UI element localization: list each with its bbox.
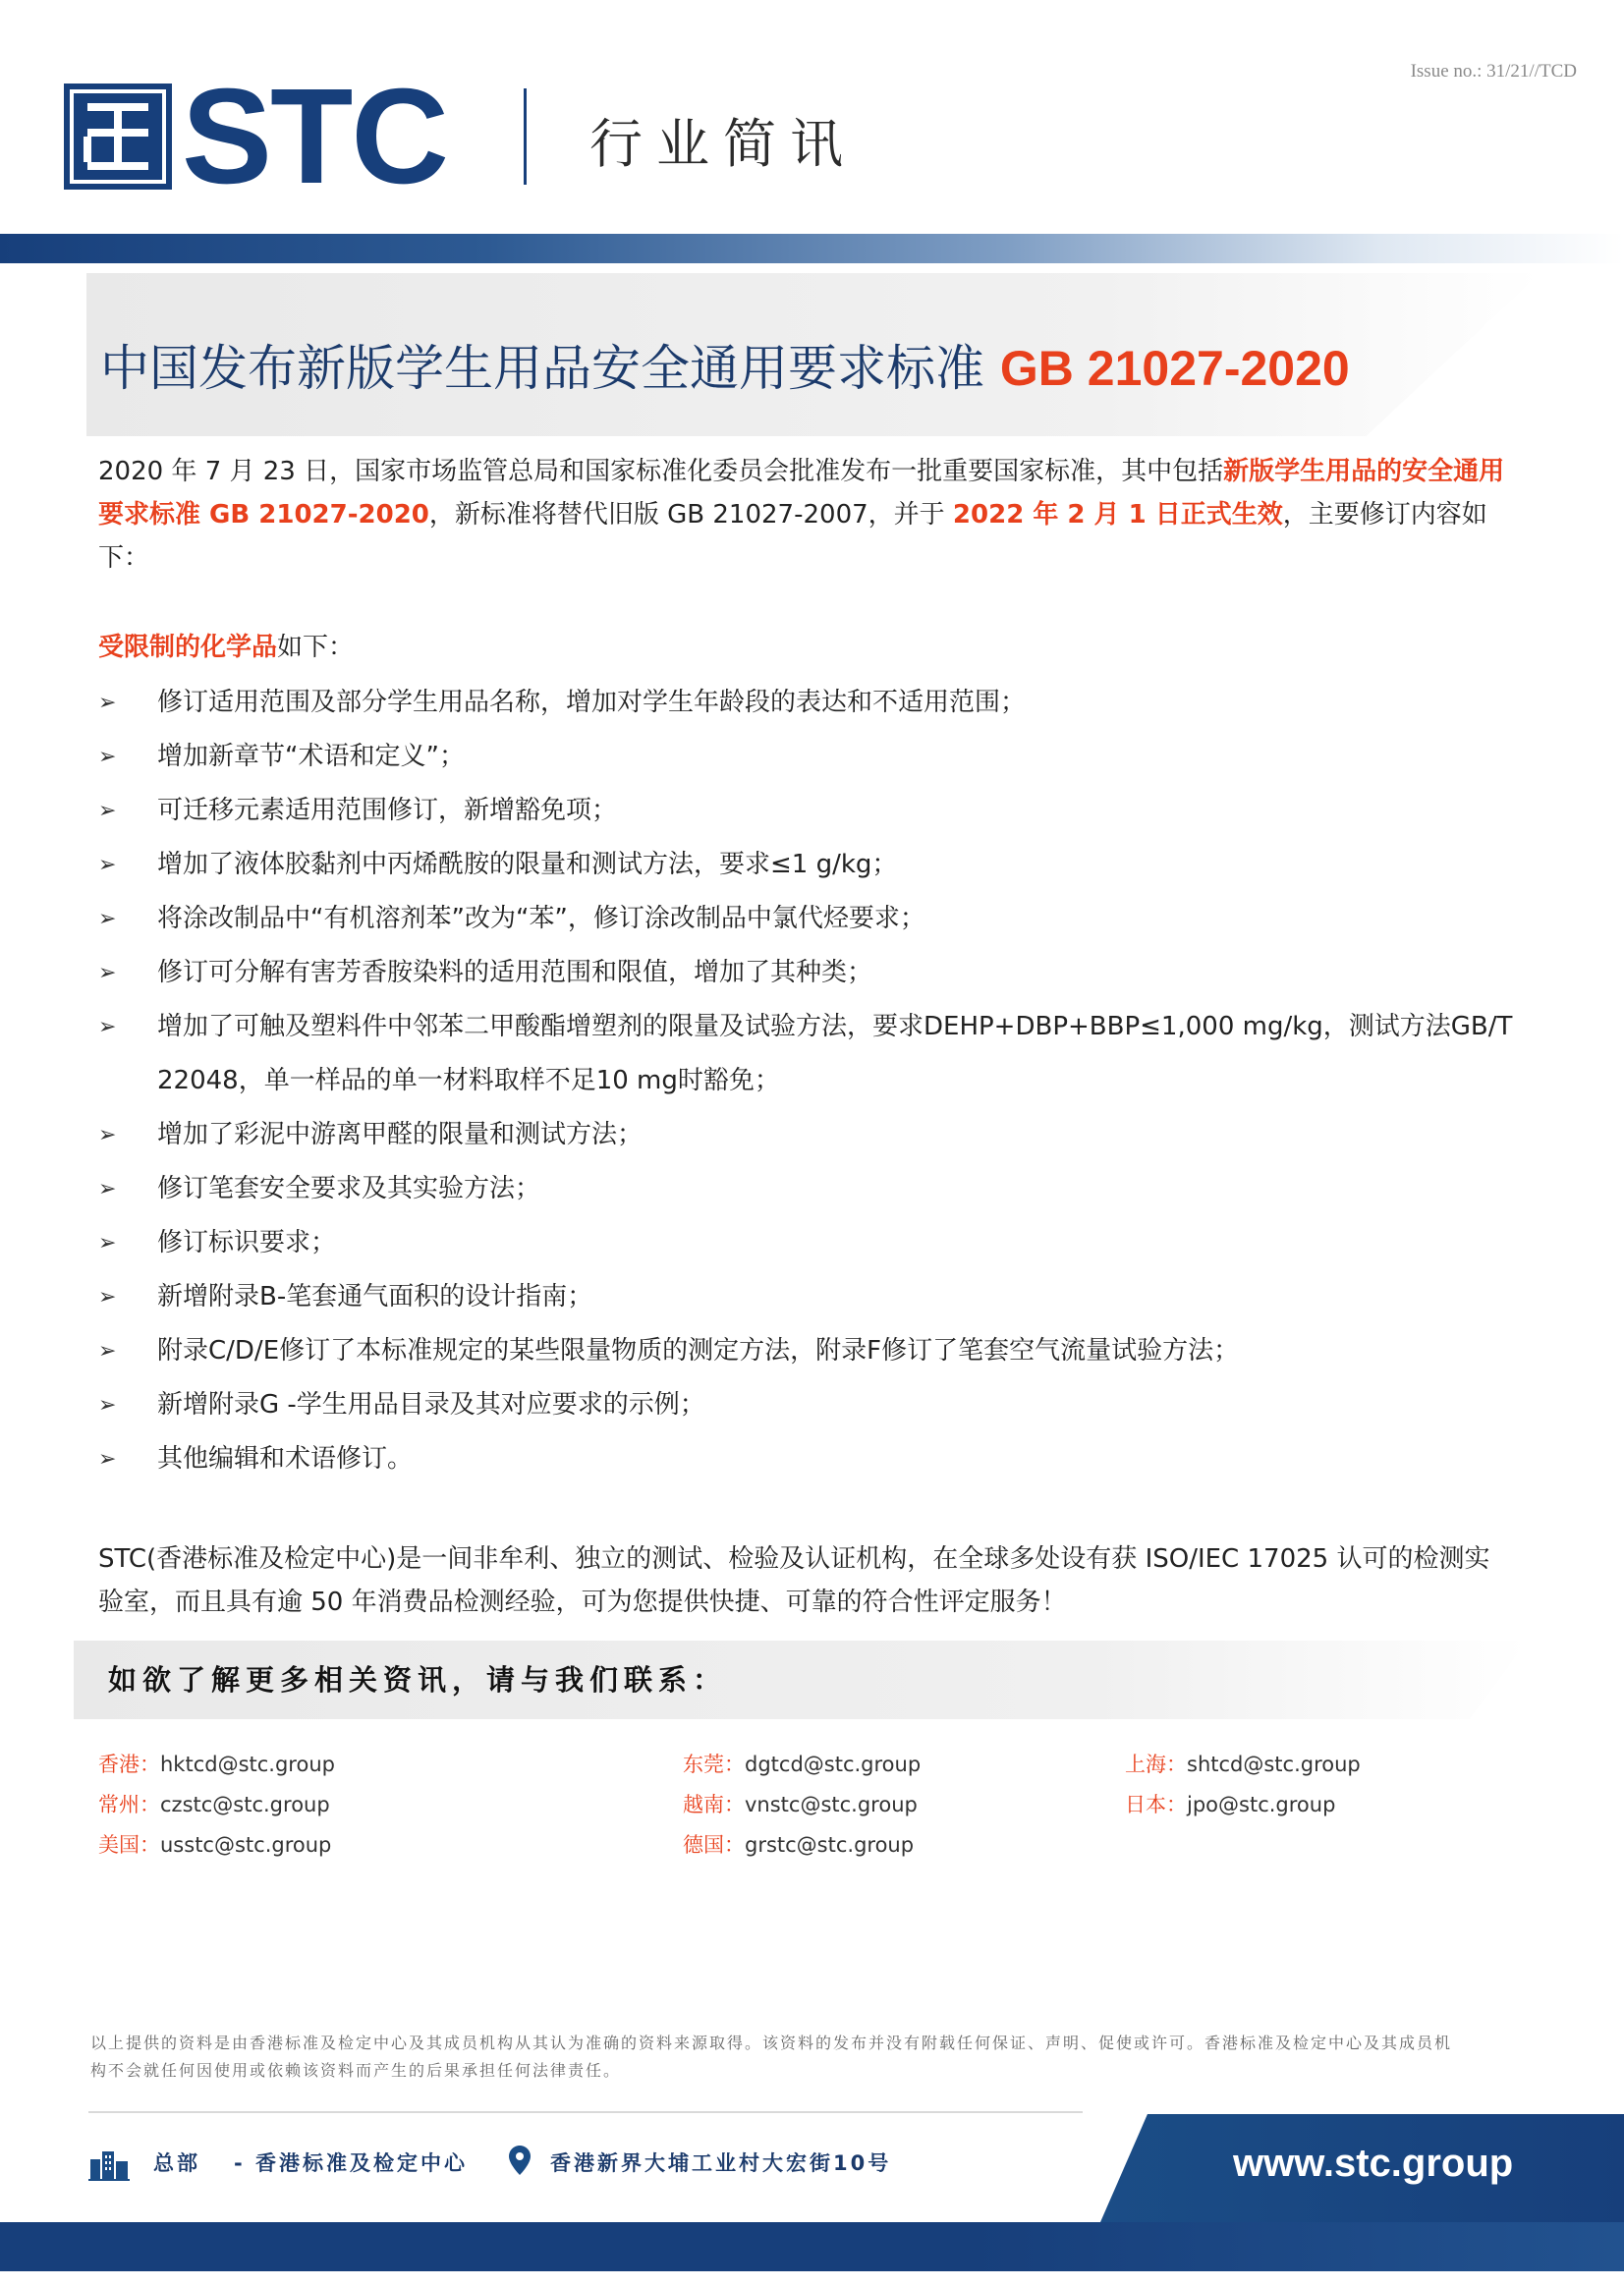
contact-city: 美国： — [98, 1833, 160, 1857]
contact-email-link[interactable]: dgtcd@stc.group — [745, 1753, 922, 1776]
contact-city: 日本： — [1125, 1793, 1187, 1816]
arrow-bullet-icon: ➢ — [98, 1177, 117, 1201]
contact-email-link[interactable]: jpo@stc.group — [1187, 1793, 1336, 1816]
list-item-text: 修订标识要求； — [157, 1228, 337, 1257]
list-item — [98, 1270, 1523, 1324]
list-item — [98, 1162, 1523, 1216]
contact-item-vietnam — [683, 1789, 918, 1818]
arrow-bullet-icon: ➢ — [98, 1231, 117, 1255]
stc-logo-text: STC — [182, 61, 447, 212]
list-item — [98, 1378, 1523, 1432]
list-item-text: 增加了彩泥中游离甲醛的限量和测试方法； — [157, 1120, 644, 1149]
list-item — [98, 730, 1523, 784]
intro-text-1: 2020 年 7 月 23 日，国家市场监管总局和国家标准化委员会批准发布一批重要国家标准，其中包括 — [98, 457, 1224, 486]
section-heading — [98, 627, 354, 663]
arrow-bullet-icon: ➢ — [98, 691, 117, 715]
list-item-text: 修订适用范围及部分学生用品名称，增加对学生年龄段的表达和不适用范围； — [157, 688, 1027, 717]
intro-text-2: ，新标准将替代旧版 GB 21027-2007，并于 — [428, 500, 953, 530]
intro-highlight-date: 2022 年 2 月 1 日正式生效 — [952, 500, 1283, 530]
list-item-text: 将涂改制品中“有机溶剂苯”改为“苯”，修订涂改制品中氯代烃要求； — [157, 904, 925, 933]
logo-divider — [524, 88, 527, 185]
list-item — [98, 676, 1523, 730]
hq-label: 总部 — [153, 2151, 200, 2175]
list-item-text: 可迁移元素适用范围修订，新增豁免项； — [157, 796, 618, 825]
about-stc-paragraph: STC(香港标准及检定中心)是一间非牟利、独立的测试、检验及认证机构，在全球多处设有获 ISO/IEC 17025 认可的检测实验室，而且具有逾 50 年消费品检测经验，可为您提供快捷、可靠的符合性评定服务！ — [98, 1544, 1490, 1617]
list-item-text: 增加了液体胶黏剂中丙烯酰胺的限量和测试方法，要求≤1 g/kg； — [157, 850, 898, 879]
intro-text-3: ，主要修订内容如下： — [98, 500, 1487, 573]
contact-email-link[interactable]: shtcd@stc.group — [1187, 1753, 1361, 1776]
contact-email-link[interactable]: grstc@stc.group — [745, 1833, 915, 1857]
section-heading-red: 受限制的化学品 — [98, 633, 278, 662]
contact-city: 香港： — [98, 1753, 160, 1776]
list-item-text: 附录C/D/E修订了本标准规定的某些限量物质的测定方法，附录F修订了笔套空气流量试验方法； — [157, 1336, 1240, 1366]
contact-email-link[interactable]: usstc@stc.group — [160, 1833, 332, 1857]
list-item — [98, 1108, 1523, 1162]
arrow-bullet-icon: ➢ — [98, 961, 117, 985]
intro-paragraph — [98, 450, 1513, 580]
list-item — [98, 1000, 1523, 1108]
list-item — [98, 892, 1523, 946]
disclaimer: 以上提供的资料是由香港标准及检定中心及其成员机构从其认为准确的资料来源取得。该资料的发布并没有附载任何保证、声明、促使或许可。香港标准及检定中心及其成员机构不会就任何因使用或依赖该资料而产生的后果承担任何法律责任。 — [90, 2034, 1453, 2080]
issue-number: Issue no.: 31/21//TCD — [1410, 61, 1577, 82]
list-item — [98, 838, 1523, 892]
arrow-bullet-icon: ➢ — [98, 745, 117, 769]
list-item-text: 新增附录B-笔套通气面积的设计指南； — [157, 1282, 593, 1311]
contact-email-link[interactable]: czstc@stc.group — [160, 1793, 330, 1816]
list-item — [98, 946, 1523, 1000]
list-item-text: 增加新章节“术语和定义”； — [157, 742, 465, 771]
arrow-bullet-icon: ➢ — [98, 907, 117, 931]
contact-item-germany — [683, 1829, 914, 1859]
footer-divider — [88, 2111, 1083, 2113]
list-item-text: 修订笔套安全要求及其实验方法； — [157, 1174, 541, 1203]
list-item — [98, 784, 1523, 838]
list-item-text: 修订可分解有害芳香胺染料的适用范围和限值，增加了其种类； — [157, 958, 873, 987]
section-heading-rest: 如下： — [277, 633, 355, 662]
contact-item-shanghai — [1125, 1749, 1361, 1778]
arrow-bullet-icon: ➢ — [98, 1285, 117, 1310]
arrow-bullet-icon: ➢ — [98, 1123, 117, 1147]
contact-item-japan — [1125, 1789, 1335, 1818]
building-icon — [88, 2148, 130, 2181]
newsletter-subtitle: 行业简讯 — [589, 113, 857, 175]
list-item — [98, 1432, 1523, 1486]
list-item-text: 其他编辑和术语修订。 — [157, 1444, 414, 1474]
contact-email-link[interactable]: hktcd@stc.group — [160, 1753, 335, 1776]
arrow-bullet-icon: ➢ — [98, 1393, 117, 1418]
revision-list — [98, 676, 1523, 1486]
hq-address: 香港新界大埔工业村大宏街10号 — [550, 2151, 892, 2175]
location-pin-icon — [509, 2146, 531, 2175]
arrow-bullet-icon: ➢ — [98, 853, 117, 877]
contact-city: 常州： — [98, 1793, 160, 1816]
arrow-bullet-icon: ➢ — [98, 1015, 117, 1039]
list-item — [98, 1324, 1523, 1378]
contact-item-dongguan — [683, 1749, 921, 1778]
contact-item-changzhou — [98, 1789, 330, 1818]
stc-logo-icon — [64, 84, 172, 190]
list-item-text: 增加了可触及塑料件中邻苯二甲酸酯增塑剂的限量及试验方法，要求DEHP+DBP+BBP≤1,000 mg/kg，测试方法GB/T 22048，单一样品的单一材料取样不足10 mg时豁免； — [157, 1012, 1513, 1095]
arrow-bullet-icon: ➢ — [98, 1339, 117, 1364]
title-main: 中国发布新版学生用品安全通用要求标准 — [100, 340, 1000, 397]
hq-name: - 香港标准及检定中心 — [234, 2151, 469, 2175]
contact-city: 东莞： — [683, 1753, 745, 1776]
header-color-band — [0, 234, 1624, 263]
arrow-bullet-icon: ➢ — [98, 799, 117, 823]
contact-city: 越南： — [683, 1793, 745, 1816]
page-title — [100, 329, 1350, 400]
contact-heading: 如欲了解更多相关资讯，请与我们联系： — [108, 1663, 728, 1697]
intro-highlight-standard: 新版学生用品的安全通用要求标准 GB 21027-2020 — [98, 457, 1505, 530]
website-link[interactable]: www.stc.group — [1233, 2142, 1514, 2185]
contact-city: 上海： — [1125, 1753, 1187, 1776]
contact-email-link[interactable]: vnstc@stc.group — [745, 1793, 918, 1816]
list-item — [98, 1216, 1523, 1270]
contact-item-usa — [98, 1829, 331, 1859]
arrow-bullet-icon: ➢ — [98, 1447, 117, 1472]
contact-item-hongkong — [98, 1749, 335, 1778]
title-standard-code: GB 21027-2020 — [999, 341, 1350, 396]
contact-city: 德国： — [683, 1833, 745, 1857]
bottom-color-band — [0, 2222, 1624, 2271]
list-item-text: 新增附录G -学生用品目录及其对应要求的示例； — [157, 1390, 705, 1420]
